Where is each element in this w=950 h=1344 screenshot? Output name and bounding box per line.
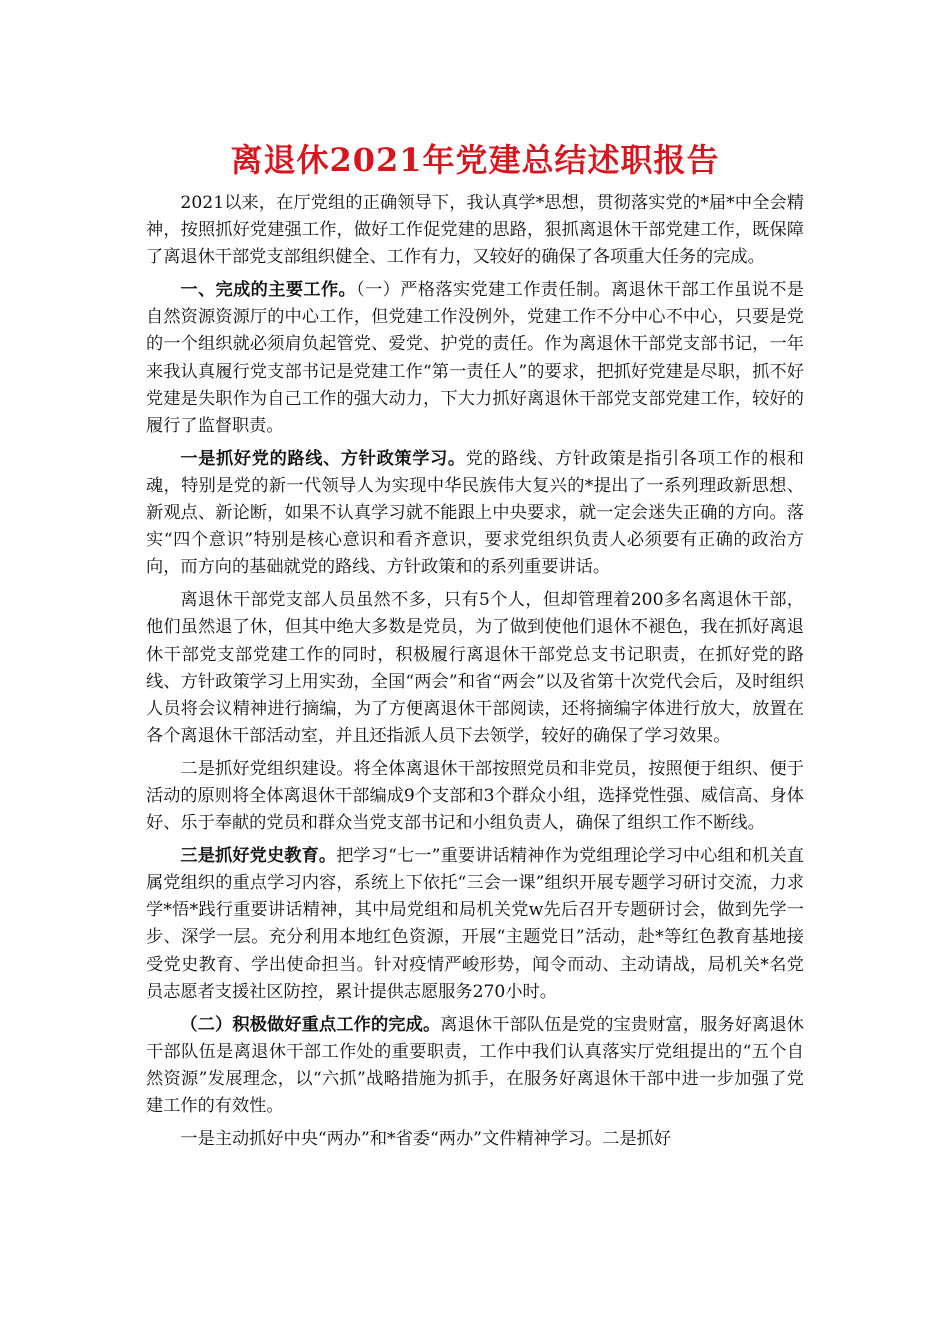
paragraph-heading: 三是抓好党史教育。 [180, 846, 337, 867]
paragraph-heading: 一是抓好党的路线、方针政策学习。 [180, 448, 466, 469]
document-title: 离退休2021年党建总结述职报告 [230, 141, 720, 179]
paragraph-history-education [146, 843, 804, 1006]
paragraph-text: 离退休干部队伍是党的宝贵财富，服务好离退休干部队伍是离退休干部工作处的重要职责，工作中我们认真落实厅党组提出的“五个自然资源”发展理念，以“六抓”战略措施为抓手，在服务好离退休干部中进一步加强了党建工作的有效性。 [146, 1014, 804, 1116]
paragraph-text: 离退休干部党支部人员虽然不多，只有5个人，但却管理着200多名离退休干部，他们虽然退了休，但其中绝大多数是党员，为了做到使他们退休不褪色，我在抓好离退休干部党支部党建工作的同时，积极履行离退休干部党总支书记职责，在抓好党的路线、方针政策学习上用实劲，全国“两会”和省“两会”以及省第十次党代会后，及时组织人员将会议精神进行摘编，为了方便离退休干部阅读，还将摘编字体进行放大，放置在各个离退休干部活动室，并且还指派人员下去领学，较好的确保了学习效果。 [146, 590, 804, 746]
paragraph-text: 党的路线、方针政策是指引各项工作的根和魂，特别是党的新一代领导人为实现中华民族伟大复兴的*提出了一系列理政新思想、新观点、新论断，如果不认真学习就不能跟上中央要求，就一定会迷失正确的方向。落实“四个意识”特别是核心意识和看齐意识，要求党组织负责人必须要有正确的政治方向，而方向的基础就党的路线、方针政策和的系列重要讲话。 [146, 448, 804, 578]
paragraph-text: 把学习“七一”重要讲话精神作为党组理论学习中心组和机关直属党组织的重点学习内容，系统上下依托“三会一课”组织开展专题学习研讨交流，力求学*悟*践行重要讲话精神，其中局党组和局机关党w先后召开专题研讨会，做到先学一步、深学一层。充分利用本地红色资源，开展“主题党日”活动，赴*等红色教育基地接受党史教育、学出使命担当。针对疫情严峻形势，闻令而动、主动请战，局机关*名党员志愿者支援社区防控，累计提供志愿服务270小时。 [146, 846, 804, 1002]
paragraph-heading: （二）积极做好重点工作的完成。 [180, 1014, 441, 1035]
paragraph-main-work [146, 277, 804, 440]
paragraph-heading: 一、完成的主要工作。 [180, 280, 357, 301]
paragraph-policy-study [146, 446, 804, 581]
paragraph-intro [146, 190, 804, 271]
paragraph-text: 一是主动抓好中央“两办”和*省委“两办”文件精神学习。二是抓好 [180, 1129, 672, 1150]
paragraph-text: 二是抓好党组织建设。将全体离退休干部按照党员和非党员，按照便于组织、便于活动的原则将全体离退休干部编成9个支部和3个群众小组，选择党性强、威信高、身体好、乐于奉献的党员和群众当党支部书记和小组负责人，确保了组织工作不断线。 [146, 758, 804, 834]
paragraph-organization [146, 756, 804, 837]
paragraph-text: 2021以来，在厅党组的正确领导下，我认真学*思想，贯彻落实党的*届*中全会精神，按照抓好党建强工作，做好工作促党建的思路，狠抓离退休干部党建工作，既保障了离退休干部党支部组织健全、工作有力，又较好的确保了各项重大任务的完成。 [146, 193, 804, 268]
paragraph-text: （一）严格落实党建工作责任制。离退休干部工作虽说不是自然资源资源厅的中心工作，但党建工作没例外，党建工作不分中心不中心，只要是党的一个组织就必须肩负起管党、爱党、护党的责任。作为离退休干部党支部书记，一年来我认真履行党支部书记是党建工作“第一责任人”的要求，把抓好党建是尽职，抓不好党建是失职作为自己工作的强大动力，下大力抓好离退休干部党支部党建工作，较好的履行了监督职责。 [146, 280, 804, 436]
paragraph-key-work [146, 1012, 804, 1120]
paragraph-final [146, 1126, 804, 1153]
paragraph-branch-members [146, 587, 804, 750]
document-body [146, 190, 804, 1157]
